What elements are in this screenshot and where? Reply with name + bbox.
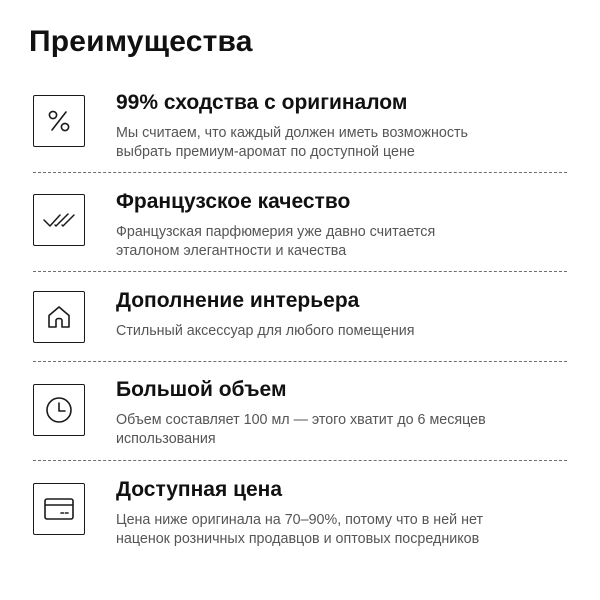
feature-item-quality	[33, 173, 567, 271]
clock-icon	[33, 384, 85, 436]
page-title: Преимущества	[29, 25, 253, 58]
feature-title: Французское качество	[116, 190, 351, 213]
percent-icon	[33, 95, 85, 147]
feature-description	[116, 124, 567, 162]
feature-description-line: использования	[116, 431, 216, 447]
feature-text	[116, 376, 567, 449]
feature-description	[116, 322, 567, 341]
feature-description-line: Французская парфюмерия уже давно считается	[116, 224, 436, 240]
feature-description-line: Мы считаем, что каждый должен иметь возможность	[116, 125, 468, 141]
feature-description-line: выбрать премиум-аромат по доступной цене	[116, 144, 415, 160]
home-icon	[33, 291, 85, 343]
feature-description	[116, 223, 567, 261]
feature-text	[116, 188, 567, 261]
feature-description	[116, 411, 567, 449]
feature-item-interior	[33, 272, 567, 361]
feature-description	[116, 511, 567, 549]
feature-description-line: наценок розничных продавцов и оптовых посредников	[116, 531, 480, 547]
feature-title: Дополнение интерьера	[116, 289, 360, 312]
feature-text	[116, 287, 567, 341]
feature-description-line: Объем составляет 100 мл — этого хватит до 6 месяцев	[116, 412, 486, 428]
double-check-icon	[33, 194, 85, 246]
features-list	[33, 83, 567, 561]
credit-card-icon	[33, 483, 85, 535]
feature-description-line: Стильный аксессуар для любого помещения	[116, 323, 415, 339]
feature-item-volume	[33, 362, 567, 460]
feature-title: 99% сходства с оригиналом	[116, 91, 408, 114]
feature-item-price	[33, 461, 567, 561]
feature-description-line: эталоном элегантности и качества	[116, 243, 347, 259]
feature-item-similarity	[33, 83, 567, 172]
feature-title: Большой объем	[116, 378, 287, 401]
feature-text	[116, 476, 567, 549]
feature-title: Доступная цена	[116, 478, 283, 501]
feature-text	[116, 89, 567, 162]
feature-description-line: Цена ниже оригинала на 70–90%, потому что в ней нет	[116, 512, 484, 528]
